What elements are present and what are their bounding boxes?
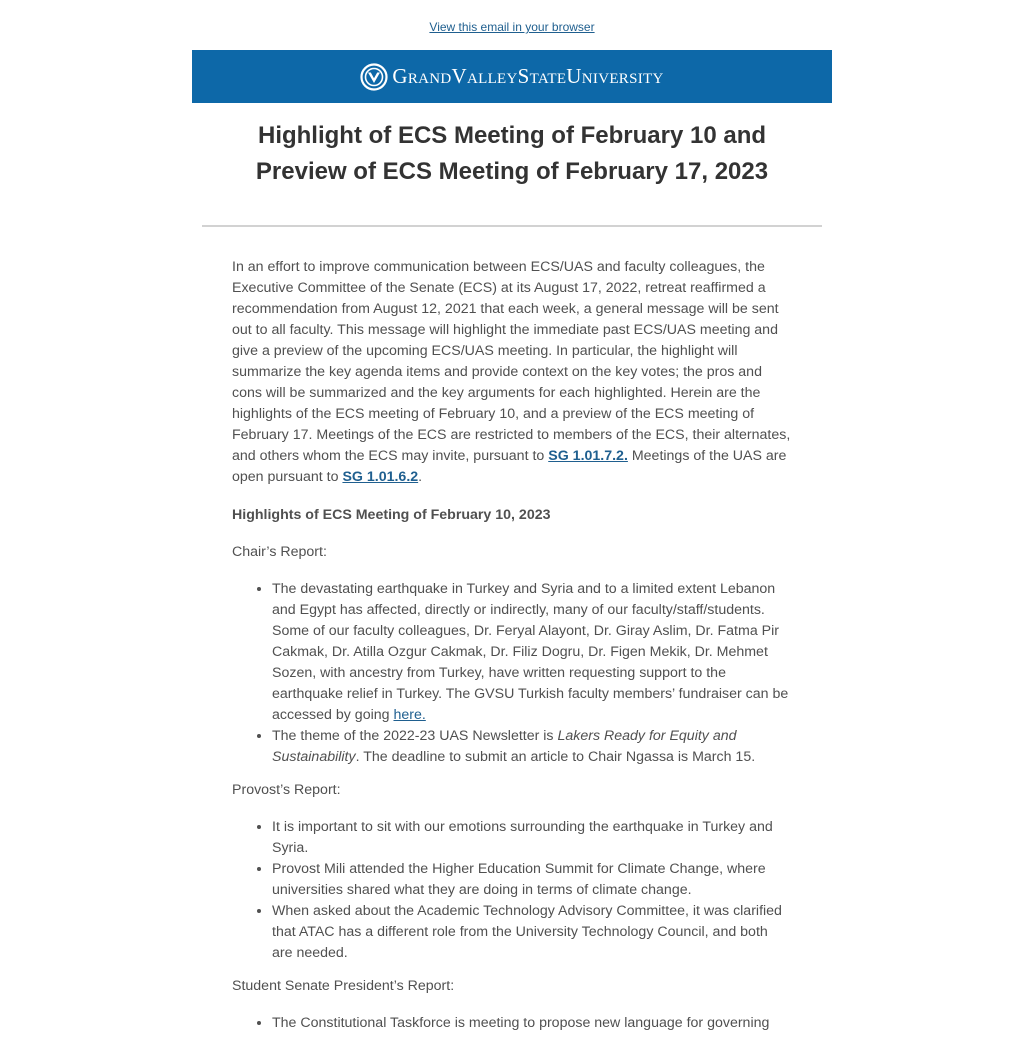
title-line-1: Highlight of ECS Meeting of February 10 and [257,122,767,149]
provosts-report-label: Provost’s Report: [232,782,341,798]
sg-1-01-6-2-link[interactable]: SG 1.01.6.2 [342,469,419,485]
list-item: • When asked about the Academic Technology Advisory Committee, it was clarified that ATAC has a different role from the University Technology Council, and both are needed. [272,901,792,964]
student-senate-report-label: Student Senate President’s Report: [232,978,455,994]
fundraiser-here-link[interactable]: here. [393,707,426,723]
chairs-report-label: Chair’s Report: [232,544,327,560]
email-body [232,257,792,1046]
header-banner [192,50,832,103]
newsletter-theme: Lakers Ready for Equity and Sustainability [272,728,737,765]
title-line-2: Preview of ECS Meeting of February 17, 2023 [255,158,769,185]
provosts-report-list [232,817,792,964]
top-bar [0,19,1024,35]
section-heading: Highlights of ECS Meeting of February 10, 2023 [232,507,551,523]
list-item: • Provost Mili attended the Higher Education Summit for Climate Change, where universities shared what they are doing in terms of climate change. [272,859,792,901]
gvsu-shield-icon [360,63,388,91]
intro-paragraph: In an effort to improve communication between ECS/UAS and faculty colleagues, the Executive Committee of the Senate (ECS) at its August 17, 2022, retreat reaffirmed a recommendation from August 12, 2021 that each week, a general message will be sent out to all faculty. This message will highlight the immediate past ECS/UAS meeting and give a preview of the upcoming ECS/UAS meeting. In particular, the highlight will summarize the key agenda items and provide context on the key votes; the pros and cons will be summarized and the key arguments for each highlighted. Herein are the highlights of the ECS meeting of February 10, and a preview of the ECS meeting of February 17. Meetings of the ECS are restricted to members of the ECS, their alternates, and others whom the ECS may invite, pursuant to SG 1.01.7.2. Meetings of the UAS are open pursuant to SG 1.01.6.2. [232,259,791,485]
university-logo[interactable] [360,63,663,91]
sg-1-01-7-2-link[interactable]: SG 1.01.7.2. [548,448,628,464]
email-title [192,118,832,190]
view-in-browser-link[interactable]: View this email in your browser [429,20,595,34]
list-item: • The Constitutional Taskforce is meeting to propose new language for governing [272,1013,792,1034]
list-item: • It is important to sit with our emotions surrounding the earthquake in Turkey and Syria. [272,817,792,859]
list-item: • The theme of the 2022-23 UAS Newsletter is Lakers Ready for Equity and Sustainability. The deadline to submit an article to Chair Ngassa is March 15. [272,726,792,768]
title-divider [202,225,822,227]
chairs-report-list [232,579,792,768]
university-name: GRANDVALLEYSTATEUNIVERSITY [392,64,664,88]
list-item: • The devastating earthquake in Turkey and Syria and to a limited extent Lebanon and Egypt has affected, directly or indirectly, many of our faculty/staff/students. Some of our faculty colleagues, Dr. Feryal Alayont, Dr. Giray Aslim, Dr. Fatma Pir Cakmak, Dr. Atilla Ozgur Cakmak, Dr. Filiz Dogru, Dr. Figen Mekik, Dr. Mehmet Sozen, with ancestry from Turkey, have written requesting support to the earthquake relief in Turkey. The GVSU Turkish faculty members’ fundraiser can be accessed by going here. [272,579,792,726]
